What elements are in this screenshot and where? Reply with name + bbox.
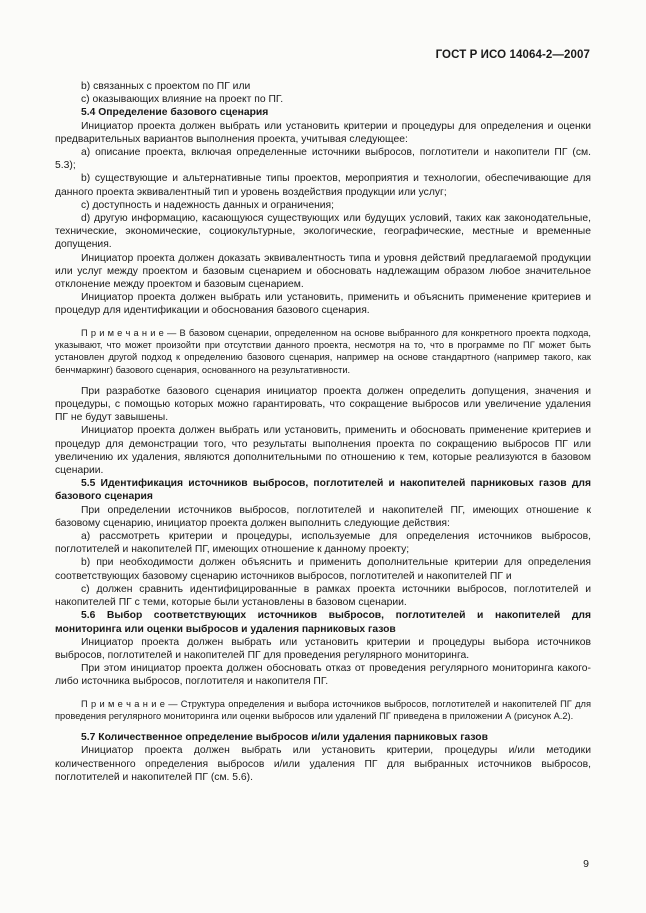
- paragraph-criteria-baseline: Инициатор проекта должен выбрать или установить, применить и объяснить применение критериев и процедур для идентификации и обоснования базового сценария.: [55, 292, 591, 317]
- paragraph-5-6-justify: При этом инициатор проекта должен обосновать отказ от проведения регулярного мониторинга какого-либо источника выбросов, поглотителя и накопителя ПГ.: [55, 663, 591, 688]
- section-heading-5-4: 5.4 Определение базового сценария: [81, 107, 269, 119]
- paragraph-additionality: Инициатор проекта должен выбрать или установить, применить и обосновать применение критериев и процедур для демонстрации того, что результаты выполнения проекта по сокращению выбросов ПГ или увеличению их удаления, являются дополнительными по отношению к тем, которые реализуются в базовом сценарии.: [55, 425, 591, 477]
- list-item-b-alternatives: b) существующие и альтернативные типы проектов, мероприятия и технологии, обеспечивающие для данного проекта эквивалентный тип и уровень воздействия продукции или услуг;: [55, 173, 591, 198]
- section-heading-5-5: 5.5 Идентификация источников выбросов, поглотителей и накопителей парниковых газов для базового сценария: [55, 478, 591, 503]
- list-item-c-compare: c) должен сравнить идентифицированные в рамках проекта источники выбросов, поглотителей и накопителей ПГ с теми, которые были установлены в базовом сценарии.: [55, 583, 591, 609]
- paragraph-baseline-development: При разработке базового сценария инициатор проекта должен определить допущения, значения и процедуры, с помощью которых можно гарантировать, что сокращение выбросов или увеличение удаления ПГ не будут завышены.: [55, 385, 591, 424]
- paragraph-5-7-quantification: Инициатор проекта должен выбрать или установить критерии, процедуры и/или методики количественного определения выбросов и/или удаления ПГ для выбранных источников выбросов, поглотителей и накопителей ПГ (см. 5.6).: [55, 745, 591, 783]
- page-number: 9: [583, 858, 589, 870]
- paragraph-5-5-intro: При определении источников выбросов, поглотителей и накопителей ПГ, имеющих отношение к базовому сценарию, инициатор проекта должен выполнить следующие действия:: [55, 504, 591, 529]
- list-item-a-description: a) описание проекта, включая определенные источники выбросов, поглотители и накопители ПГ (см. 5.3);: [55, 147, 591, 172]
- list-item-b-connected: b) связанных с проектом по ПГ или: [81, 81, 251, 92]
- paragraph-5-6-criteria: Инициатор проекта должен выбрать или установить критерии и процедуры выбора источников выбросов, поглотителей и накопителей ПГ для проведения регулярного мониторинга.: [55, 636, 591, 661]
- list-item-d-other-info: d) другую информацию, касающуюся существующих или будущих условий, таких как законодательные, технические, экономические, социокультурные, экологические, географические, местные и временные допущения.: [55, 213, 591, 251]
- list-item-c-influencing: c) оказывающих влияние на проект по ПГ.: [81, 94, 284, 106]
- note-baseline: П р и м е ч а н и е — В базовом сценарии, определенном на основе выбранного для конкретного проекта подхода, указывают, что может произойти при отсутствии данного проекта, несмотря на то, что в программе по ПГ может быть установлен другой подход к определению базового сценария, например на основе стандартного (например такого, как бенчмаркинг) базового сценария, основанного на результативности.: [55, 327, 591, 375]
- document-body: [55, 80, 591, 784]
- section-heading-5-7: 5.7 Количественное определение выбросов и/или удаления парниковых газов: [81, 732, 488, 744]
- note-monitoring: П р и м е ч а н и е — Структура определения и выбора источников выбросов, поглотителей и накопителей ПГ для проведения регулярного мониторинга или оценки выбросов или удалений ПГ приведена в приложении А (рисунок А.2).: [55, 698, 591, 721]
- paragraph-equivalence: Инициатор проекта должен доказать эквивалентность типа и уровня действий предлагаемой продукции или услуг между проектом и базовым сценарием и обосновать надлежащим образом любое значительное отклонение между проектом и базовым сценарием.: [55, 252, 591, 291]
- list-item-b-additional: b) при необходимости должен объяснить и применить дополнительные критерии для определения соответствующих базовому сценарию источников выбросов, поглотителей и накопителей ПГ и: [55, 557, 591, 582]
- document-code-header: ГОСТ Р ИСО 14064-2—2007: [435, 49, 590, 61]
- section-heading-5-6: 5.6 Выбор соответствующих источников выбросов, поглотителей и накопителей для мониторинга или оценки выбросов и удаления парниковых газов: [55, 610, 591, 635]
- list-item-c-data: c) доступность и надежность данных и ограничения;: [81, 199, 335, 211]
- paragraph-5-4-intro: Инициатор проекта должен выбрать или установить критерии и процедуры для определения и оценки предварительных вариантов выполнения проекта, учитывая следующее:: [55, 120, 591, 145]
- list-item-a-consider: a) рассмотреть критерии и процедуры, используемые для определения источников выбросов, поглотителей и накопителей ПГ, имеющих отношение к данному проекту;: [55, 531, 591, 556]
